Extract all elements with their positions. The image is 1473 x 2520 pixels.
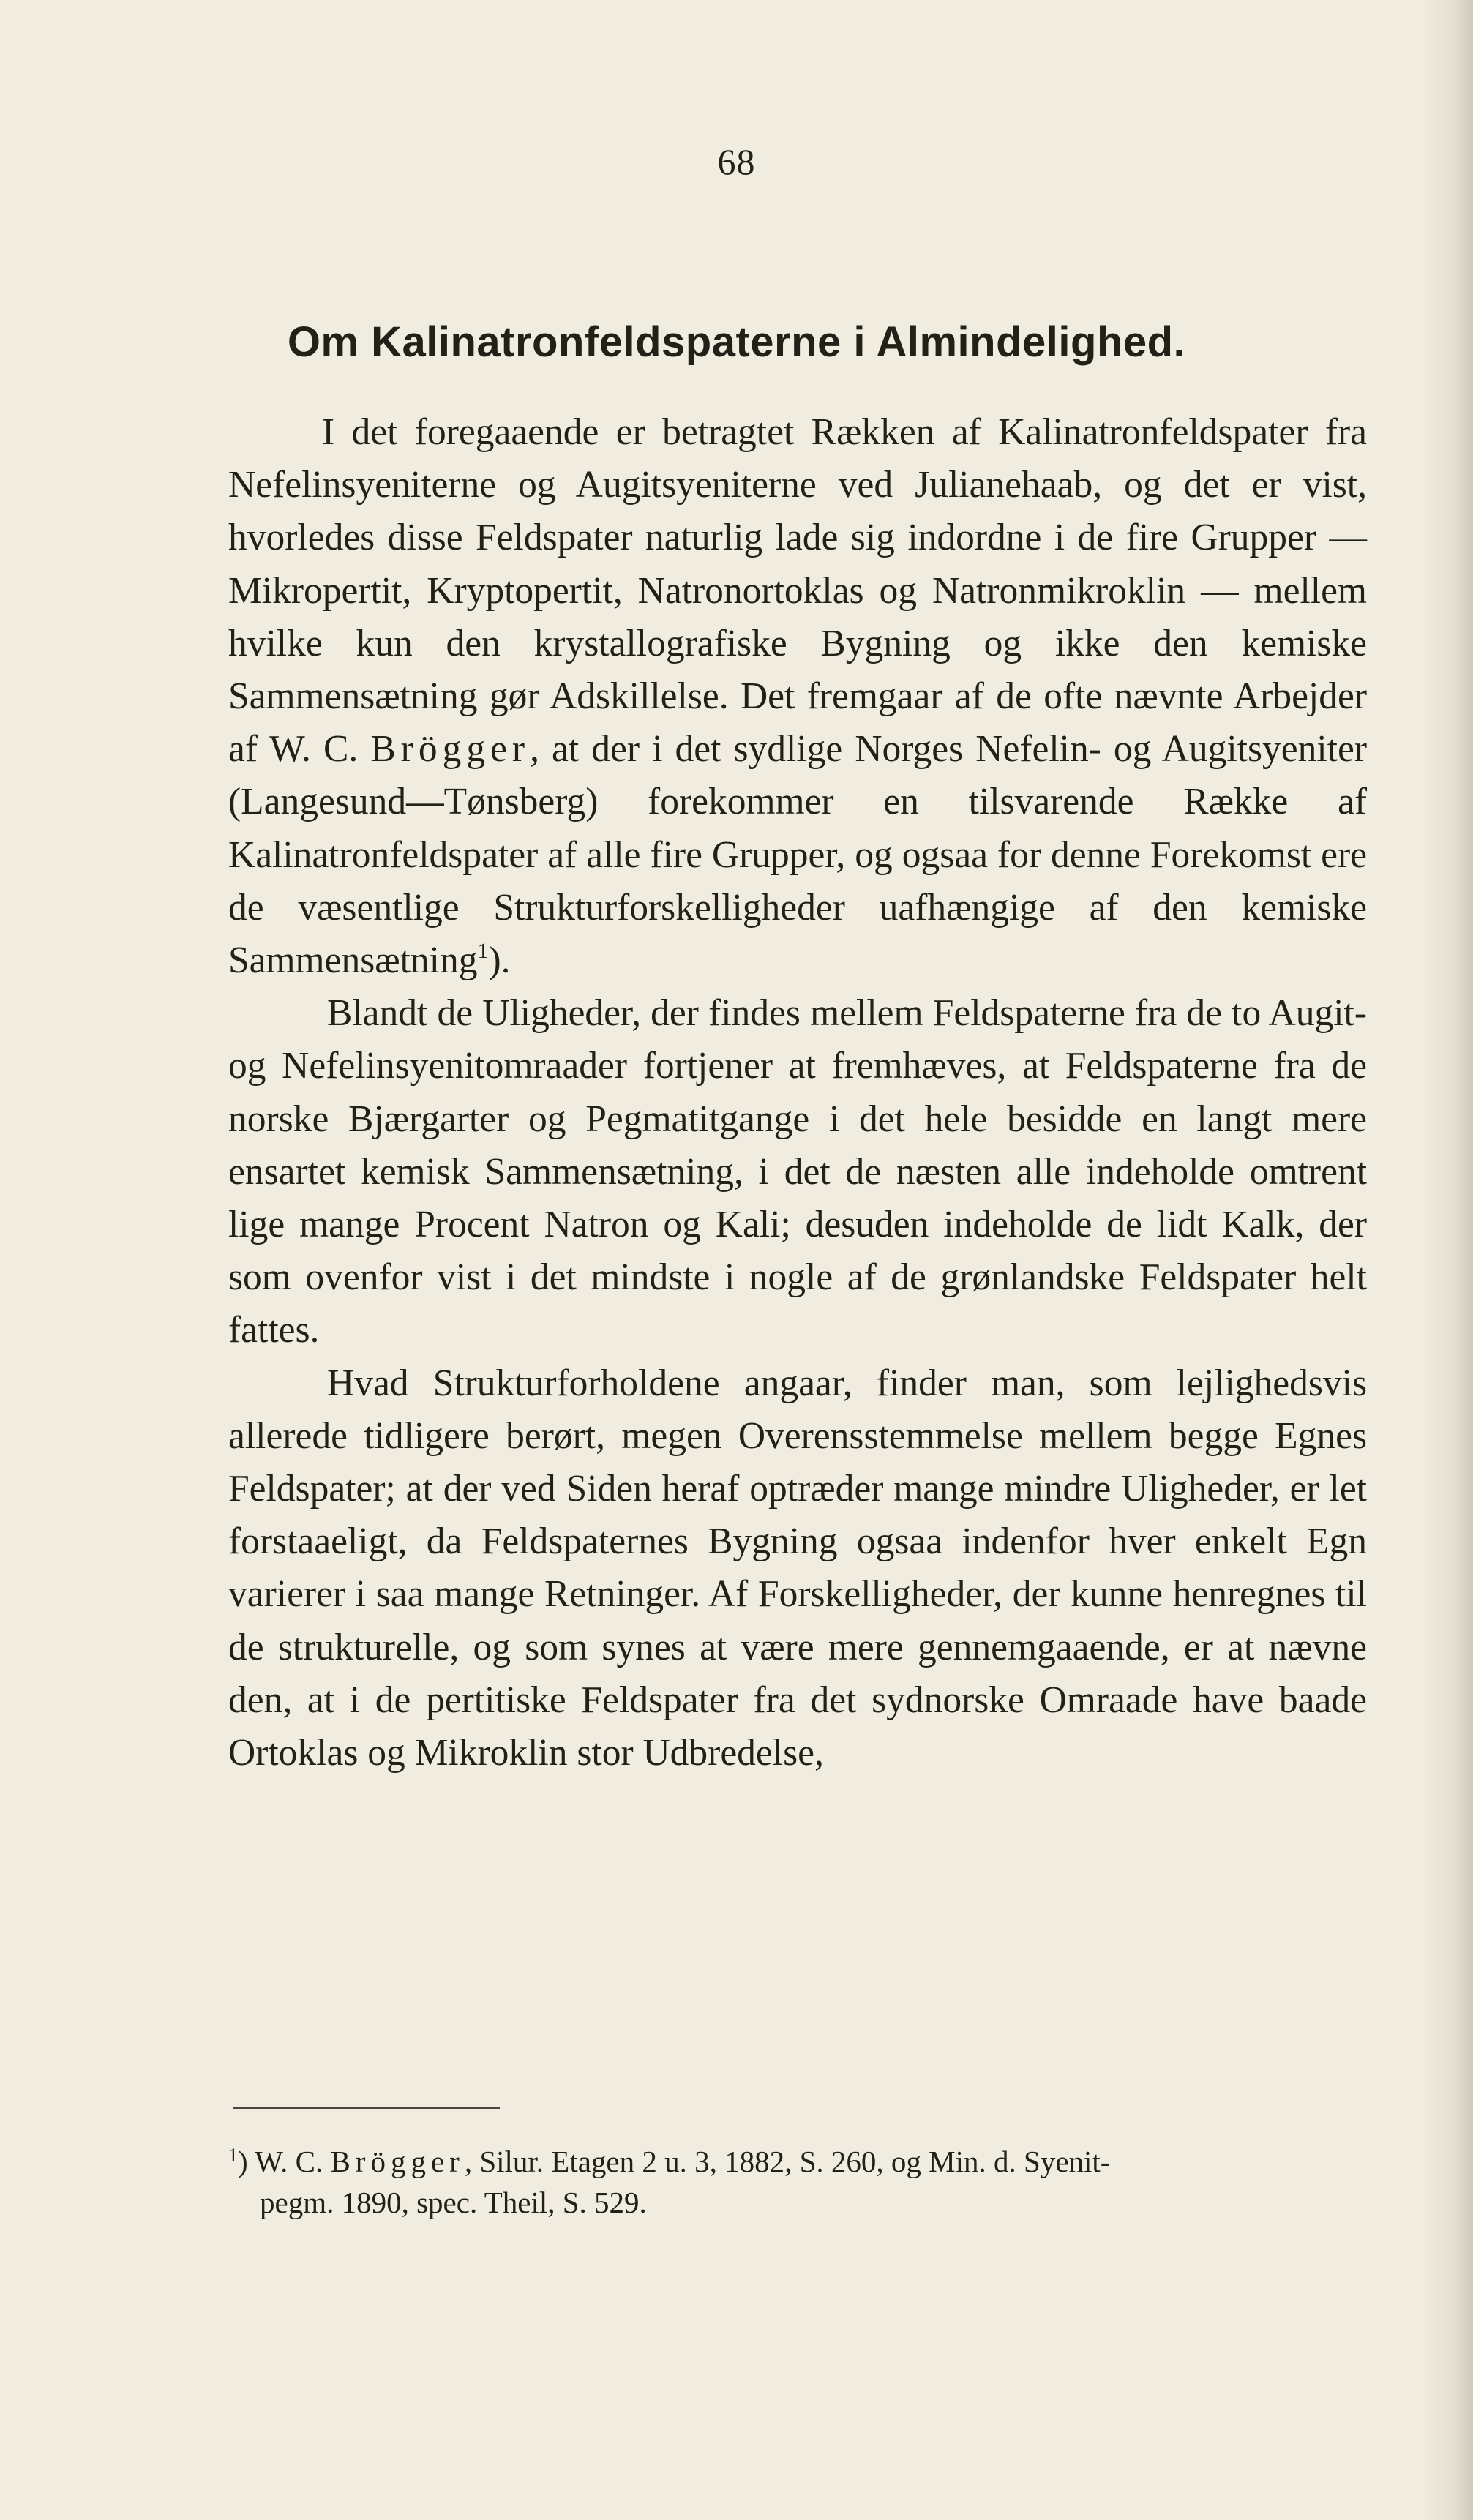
footnote-line1-rest: , Silur. Etagen 2 u. 3, 1882, S. 260, og Min. d. Syenit-: [464, 2145, 1111, 2178]
paragraph-1: [228, 406, 1367, 987]
page-number: 68: [717, 141, 756, 182]
footnote: [228, 2141, 1367, 2223]
footnote-line2: pegm. 1890, spec. Theil, S. 529.: [260, 2186, 647, 2219]
author-name: Brögger: [370, 728, 531, 770]
footnote-reference: 1: [477, 939, 489, 964]
footnote-mark: 1: [228, 2145, 238, 2166]
paragraph-1-text-b: , at der i det sydlige Norges Nefelin- og Augitsyeniter (Langesund—Tønsberg) forekommer en tilsvarende Række af Kalinatronfeldspater af alle fire Grupper, og ogsaa for denne Forekomst ere de væsentlige Strukturforskelligheder uafhængige af den kemiske Sammensætning: [228, 728, 1367, 982]
footnote-rule: [233, 2107, 500, 2109]
body-text: [228, 406, 1367, 1780]
footnote-author: Brögger: [330, 2145, 465, 2178]
paragraph-3: Hvad Strukturforholdene angaar, finder man, som lejlighedsvis allerede tidligere berørt, megen Overensstemmelse mellem begge Egnes Feldspater; at der ved Siden heraf optræder mange mindre Uligheder, er let forstaaeligt, da Feldspaternes Bygning ogsaa indenfor hver enkelt Egn varierer i saa mange Retninger. Af Forskelligheder, der kunne henregnes til de strukturelle, og som synes at være mere gennemgaaende, er at nævne den, at i de pertitiske Feldspater fra det sydnorske Omraade have baade Ortoklas og Mikroklin stor Udbredelse,: [228, 1362, 1367, 1774]
paragraph-1-text-a: I det foregaaende er betragtet Rækken af Kalinatronfeldspater fra Nefelinsyeniterne og Augitsyeniterne ved Julianehaab, og det er vist, hvorledes disse Feldspater naturlig lade sig indordne i de fire Grupper — Mikropertit, Kryptopertit, Natronortoklas og Natronmikroklin — mellem hvilke kun den krystallografiske Bygning og ikke den kemiske Sammensætning gør Adskillelse. Det fremgaar af de ofte nævnte Arbejder af W. C.: [228, 411, 1367, 770]
section-heading: Om Kalinatronfeldspaterne i Almindelighed.: [287, 318, 1186, 366]
page-edge-shadow: [1422, 0, 1473, 2520]
paragraph-2: Blandt de Uligheder, der findes mellem Feldspaterne fra de to Augit- og Nefelinsyenitomraader fortjener at fremhæves, at Feldspaterne fra de norske Bjærgarter og Pegmatitgange i det hele besidde en langt mere ensartet kemisk Sammensætning, i det de næsten alle indeholde omtrent lige mange Procent Natron og Kali; desuden indeholde de lidt Kalk, der som ovenfor vist i det mindste i nogle af de grønlandske Feldspater helt fattes.: [228, 992, 1367, 1351]
footnote-pre: ) W. C.: [238, 2145, 331, 2178]
paragraph-1-text-c: ).: [488, 940, 511, 982]
